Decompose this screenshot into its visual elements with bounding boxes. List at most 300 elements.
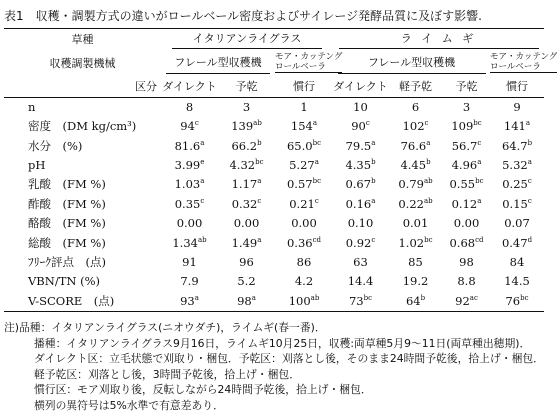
value-wrap xyxy=(234,214,260,233)
value-wrap xyxy=(513,98,520,117)
cell-value xyxy=(490,175,544,194)
value-wrap xyxy=(297,253,312,272)
significance-letter: ab xyxy=(424,177,433,185)
value-number: 1.17 xyxy=(232,177,258,191)
value-wrap xyxy=(180,117,199,136)
value-wrap xyxy=(452,137,482,156)
value-wrap xyxy=(182,253,197,272)
cell-value xyxy=(490,117,544,136)
value-number: 0.16 xyxy=(346,197,372,211)
cell-value xyxy=(388,117,443,136)
value-number: 0.32 xyxy=(232,197,258,211)
value-number: 6 xyxy=(412,100,419,114)
header-row-machine xyxy=(4,49,544,77)
cell-value xyxy=(218,195,275,214)
cell-value xyxy=(161,253,218,272)
value-wrap xyxy=(403,117,429,136)
value-wrap xyxy=(454,214,480,233)
value-number: 0.00 xyxy=(177,216,203,230)
significance-letter: bc xyxy=(424,236,432,244)
value-wrap xyxy=(504,117,530,136)
value-number: 0.68 xyxy=(449,236,475,250)
cell-value xyxy=(443,97,490,117)
cell-value xyxy=(388,137,443,156)
value-number: 92 xyxy=(455,294,470,308)
value-number: 0.35 xyxy=(175,197,201,211)
row-label: 水分 (%) xyxy=(4,137,161,156)
value-number: 1.02 xyxy=(398,236,424,250)
table-row xyxy=(4,97,544,117)
cell-value xyxy=(275,175,333,194)
cell-value xyxy=(218,117,275,136)
value-wrap xyxy=(346,137,376,156)
cell-value xyxy=(333,253,388,272)
significance-letter: a xyxy=(257,177,261,185)
cell-value xyxy=(333,175,388,194)
value-number: 102 xyxy=(403,119,425,133)
value-number: 5.32 xyxy=(502,158,528,172)
significance-letter: bc xyxy=(364,294,372,302)
value-wrap xyxy=(457,272,475,291)
significance-letter: c xyxy=(425,119,429,127)
cell-value xyxy=(443,156,490,175)
value-number: 0.00 xyxy=(234,216,260,230)
cell-value xyxy=(275,253,333,272)
value-number: 100 xyxy=(289,294,311,308)
cell-value xyxy=(443,195,490,214)
cell-value xyxy=(218,272,275,291)
value-number: 0.79 xyxy=(398,177,424,191)
significance-letter: bc xyxy=(313,139,321,147)
significance-letter: a xyxy=(195,294,199,302)
value-wrap xyxy=(400,156,430,175)
value-wrap xyxy=(398,175,432,194)
row-label: 密度 (DM kg/cm³) xyxy=(4,117,161,136)
significance-letter: a xyxy=(313,119,317,127)
cell-value xyxy=(275,97,333,117)
value-wrap xyxy=(459,253,474,272)
cell-value xyxy=(161,234,218,253)
value-number: 3 xyxy=(243,100,250,114)
value-number: 14.5 xyxy=(504,274,530,288)
cell-value xyxy=(275,234,333,253)
table-title: 表1 収穫・調製方式の違いがロールベール密度およびサイレージ発酵品質に及ぼす影響. xyxy=(4,7,482,24)
value-wrap xyxy=(353,98,368,117)
significance-letter: b xyxy=(426,158,430,166)
significance-letter: a xyxy=(371,197,375,205)
table-row xyxy=(4,292,544,312)
cell-value xyxy=(161,175,218,194)
significance-letter: ac xyxy=(470,294,478,302)
table-row xyxy=(4,214,544,233)
value-wrap xyxy=(353,253,368,272)
note-line: 注)品種：イタリアンライグラス(ニオウダチ)，ライムギ(春一番)． xyxy=(4,320,544,336)
value-wrap xyxy=(398,195,432,214)
value-number: 10 xyxy=(353,100,368,114)
section-head: 予乾 xyxy=(443,77,490,97)
value-wrap xyxy=(186,98,193,117)
cell-value xyxy=(388,272,443,291)
value-number: 4.2 xyxy=(295,274,313,288)
row-label: 乳酸 (FM %) xyxy=(4,175,161,194)
value-number: 98 xyxy=(237,294,252,308)
row-label: V-SCORE (点) xyxy=(4,292,161,312)
significance-letter: cd xyxy=(475,236,483,244)
row-label: 酢酸 (FM %) xyxy=(4,195,161,214)
significance-letter: c xyxy=(257,197,261,205)
significance-letter: a xyxy=(371,139,375,147)
cell-value xyxy=(275,214,333,233)
significance-letter: b xyxy=(257,139,261,147)
significance-letter: c xyxy=(200,197,204,205)
value-wrap xyxy=(455,292,478,311)
value-wrap xyxy=(403,214,429,233)
value-number: 4.45 xyxy=(400,158,426,172)
value-wrap xyxy=(398,234,432,253)
cell-value xyxy=(443,137,490,156)
value-wrap xyxy=(452,195,482,214)
value-number: 93 xyxy=(180,294,195,308)
cell-value xyxy=(333,214,388,233)
value-wrap xyxy=(175,175,205,194)
cell-value xyxy=(490,137,544,156)
value-number: 66.2 xyxy=(231,139,257,153)
value-number: 1 xyxy=(300,100,307,114)
section-head: 慣行 xyxy=(490,77,544,97)
cell-value xyxy=(161,272,218,291)
significance-letter: a xyxy=(315,158,319,166)
row-label: ﾌﾘｰｸ評点 (点) xyxy=(4,253,161,272)
value-number: 3.99 xyxy=(175,158,201,172)
cell-value xyxy=(388,97,443,117)
grass2-label: ラ イ ム ギ xyxy=(333,29,544,50)
value-wrap xyxy=(412,98,419,117)
cell-value xyxy=(388,292,443,312)
value-number: 63 xyxy=(353,255,368,269)
value-wrap xyxy=(231,117,262,136)
value-wrap xyxy=(291,214,317,233)
value-wrap xyxy=(452,156,482,175)
cell-value xyxy=(388,214,443,233)
machine-forage-1: フレール型収穫機 xyxy=(161,49,275,77)
value-wrap xyxy=(295,272,313,291)
significance-letter: c xyxy=(371,236,375,244)
value-wrap xyxy=(289,292,320,311)
significance-letter: b xyxy=(421,294,425,302)
value-number: 7.9 xyxy=(180,274,198,288)
cell-value xyxy=(161,292,218,312)
value-number: 0.36 xyxy=(287,236,313,250)
value-wrap xyxy=(175,195,205,214)
cell-value xyxy=(490,97,544,117)
value-wrap xyxy=(345,175,375,194)
value-number: 81.6 xyxy=(175,139,201,153)
table-body xyxy=(4,97,544,311)
cell-value xyxy=(490,195,544,214)
value-number: 0.07 xyxy=(504,216,530,230)
value-number: 79.5 xyxy=(346,139,372,153)
table-row xyxy=(4,137,544,156)
header-row-species xyxy=(4,29,544,50)
cell-value xyxy=(161,156,218,175)
value-wrap xyxy=(180,272,198,291)
machine-forage-2: フレール型収穫機 xyxy=(333,49,490,77)
value-number: 73 xyxy=(349,294,364,308)
value-wrap xyxy=(291,117,317,136)
significance-letter: a xyxy=(257,236,261,244)
cell-value xyxy=(443,253,490,272)
value-number: 98 xyxy=(459,255,474,269)
cell-value xyxy=(490,272,544,291)
value-wrap xyxy=(449,175,483,194)
significance-letter: c xyxy=(477,139,481,147)
value-number: 76 xyxy=(505,294,520,308)
cell-value xyxy=(333,97,388,117)
cell-value xyxy=(218,175,275,194)
cell-value xyxy=(275,292,333,312)
significance-letter: b xyxy=(371,158,375,166)
cell-value xyxy=(161,214,218,233)
cell-value xyxy=(443,272,490,291)
table-row xyxy=(4,156,544,175)
value-number: 0.12 xyxy=(452,197,478,211)
row-label: VBN/TN (%) xyxy=(4,272,161,291)
value-number: 1.03 xyxy=(175,177,201,191)
table-row xyxy=(4,272,544,291)
machine-mower-2: モア・カッテング ロールベーラ xyxy=(490,49,544,77)
value-wrap xyxy=(504,272,530,291)
value-number: 1.49 xyxy=(232,236,258,250)
value-wrap xyxy=(348,214,374,233)
value-wrap xyxy=(349,292,372,311)
value-wrap xyxy=(231,137,261,156)
value-number: 96 xyxy=(239,255,254,269)
value-number: 8 xyxy=(186,100,193,114)
value-wrap xyxy=(510,253,525,272)
value-wrap xyxy=(502,175,532,194)
value-wrap xyxy=(505,292,528,311)
value-wrap xyxy=(172,234,206,253)
cell-value xyxy=(388,234,443,253)
value-wrap xyxy=(287,137,321,156)
section-head: 慣行 xyxy=(275,77,333,97)
value-number: 0.57 xyxy=(287,177,313,191)
cell-value xyxy=(333,137,388,156)
value-number: 0.21 xyxy=(289,197,315,211)
cell-value xyxy=(218,292,275,312)
grass1-label: イタリアンライグラス xyxy=(161,29,333,50)
value-number: 8.8 xyxy=(457,274,475,288)
cell-value xyxy=(161,195,218,214)
cell-value xyxy=(490,156,544,175)
value-number: 90 xyxy=(351,119,366,133)
cell-value xyxy=(218,253,275,272)
significance-letter: e xyxy=(200,158,204,166)
significance-letter: cd xyxy=(313,236,321,244)
row-label: pH xyxy=(4,156,161,175)
value-wrap xyxy=(348,272,374,291)
value-wrap xyxy=(300,98,307,117)
value-number: 76.6 xyxy=(401,139,427,153)
note-line: 慣行区：モア刈取り後，反転しながら24時間予乾後，拾上げ・梱包． xyxy=(4,382,544,398)
value-wrap xyxy=(287,175,321,194)
cell-value xyxy=(333,234,388,253)
significance-letter: a xyxy=(528,158,532,166)
value-number: 0.25 xyxy=(502,177,528,191)
value-number: 141 xyxy=(504,119,526,133)
value-wrap xyxy=(406,292,425,311)
value-wrap xyxy=(180,292,199,311)
row-label: 酪酸 (FM %) xyxy=(4,214,161,233)
cell-value xyxy=(275,195,333,214)
machine-label: 収穫調製機械 xyxy=(4,49,161,77)
section-head: ダイレクト xyxy=(333,77,388,97)
value-wrap xyxy=(177,214,203,233)
section-head: 予乾 xyxy=(218,77,275,97)
value-number: 91 xyxy=(182,255,197,269)
section-label: 区分 xyxy=(4,77,161,97)
value-wrap xyxy=(346,234,376,253)
cell-value xyxy=(275,137,333,156)
value-number: 3 xyxy=(463,100,470,114)
cell-value xyxy=(218,214,275,233)
value-wrap xyxy=(504,214,530,233)
cell-value xyxy=(490,253,544,272)
note-line: ダイレクト区：立毛状態で刈取り・梱包．予乾区：刈落とし後，そのまま24時間予乾後，拾上げ・梱包． xyxy=(4,351,544,367)
cell-value xyxy=(333,156,388,175)
value-number: 14.4 xyxy=(348,274,374,288)
significance-letter: bc xyxy=(473,119,481,127)
cell-value xyxy=(333,292,388,312)
value-wrap xyxy=(401,137,431,156)
value-wrap xyxy=(232,234,262,253)
section-head: 軽予乾 xyxy=(388,77,443,97)
value-wrap xyxy=(175,137,205,156)
significance-letter: bc xyxy=(255,158,263,166)
value-wrap xyxy=(175,156,205,175)
significance-letter: ab xyxy=(198,236,207,244)
value-wrap xyxy=(351,117,370,136)
significance-letter: ab xyxy=(424,197,433,205)
value-wrap xyxy=(502,156,532,175)
value-number: 0.67 xyxy=(345,177,371,191)
significance-letter: d xyxy=(528,236,532,244)
value-number: 0.92 xyxy=(346,236,372,250)
value-number: 5.2 xyxy=(237,274,255,288)
value-wrap xyxy=(449,234,483,253)
value-number: 0.55 xyxy=(449,177,475,191)
value-wrap xyxy=(232,195,262,214)
value-wrap xyxy=(346,195,376,214)
value-number: 86 xyxy=(297,255,312,269)
value-wrap xyxy=(502,137,532,156)
table-row xyxy=(4,117,544,136)
section-head: ダイレクト xyxy=(161,77,218,97)
significance-letter: a xyxy=(252,294,256,302)
cell-value xyxy=(218,234,275,253)
header-row-section xyxy=(4,77,544,97)
cell-value xyxy=(333,117,388,136)
cell-value xyxy=(443,292,490,312)
significance-letter: a xyxy=(200,177,204,185)
cell-value xyxy=(388,156,443,175)
value-number: 0.22 xyxy=(398,197,424,211)
value-wrap xyxy=(287,234,321,253)
value-wrap xyxy=(345,156,375,175)
table-row xyxy=(4,234,544,253)
cell-value xyxy=(490,234,544,253)
cell-value xyxy=(490,214,544,233)
value-number: 139 xyxy=(231,119,253,133)
value-number: 0.01 xyxy=(403,216,429,230)
value-number: 0.10 xyxy=(348,216,374,230)
cell-value xyxy=(443,175,490,194)
value-number: 56.7 xyxy=(452,139,478,153)
significance-letter: bc xyxy=(313,177,321,185)
value-number: 9 xyxy=(513,100,520,114)
cell-value xyxy=(388,175,443,194)
machine-mower-1: モア・カッテング ロールベーラ xyxy=(275,49,333,77)
value-number: 4.35 xyxy=(345,158,371,172)
significance-letter: a xyxy=(526,119,530,127)
value-number: 64 xyxy=(406,294,421,308)
value-wrap xyxy=(463,98,470,117)
cell-value xyxy=(333,272,388,291)
row-label: n xyxy=(4,97,161,117)
value-number: 109 xyxy=(451,119,473,133)
value-wrap xyxy=(232,175,262,194)
cell-value xyxy=(388,195,443,214)
value-wrap xyxy=(237,292,256,311)
cell-value xyxy=(333,195,388,214)
table-row xyxy=(4,195,544,214)
table-row xyxy=(4,253,544,272)
value-wrap xyxy=(289,195,319,214)
value-number: 4.32 xyxy=(229,158,255,172)
cell-value xyxy=(275,156,333,175)
value-number: 0.15 xyxy=(502,197,528,211)
note-line: 播種：イタリアンライグラス9月16日，ライムギ10月25日，収穫:両草種5月9～11日(両草種出穂期)． xyxy=(4,336,544,352)
significance-letter: ab xyxy=(253,119,262,127)
cell-value xyxy=(218,137,275,156)
significance-letter: c xyxy=(315,197,319,205)
value-number: 94 xyxy=(180,119,195,133)
cell-value xyxy=(275,117,333,136)
value-number: 19.2 xyxy=(403,274,429,288)
value-number: 1.34 xyxy=(172,236,198,250)
cell-value xyxy=(443,214,490,233)
value-wrap xyxy=(502,234,532,253)
cell-value xyxy=(218,156,275,175)
value-number: 64.7 xyxy=(502,139,528,153)
value-number: 0.47 xyxy=(502,236,528,250)
value-wrap xyxy=(502,195,532,214)
significance-letter: ab xyxy=(311,294,320,302)
value-wrap xyxy=(237,272,255,291)
table-row xyxy=(4,175,544,194)
species-label: 草種 xyxy=(4,29,161,50)
significance-letter: c xyxy=(195,119,199,127)
significance-letter: bc xyxy=(520,294,528,302)
significance-letter: c xyxy=(528,177,532,185)
value-number: 0.00 xyxy=(454,216,480,230)
cell-value xyxy=(161,137,218,156)
value-number: 154 xyxy=(291,119,313,133)
value-number: 85 xyxy=(408,255,423,269)
significance-letter: c xyxy=(528,197,532,205)
cell-value xyxy=(443,117,490,136)
cell-value xyxy=(443,234,490,253)
